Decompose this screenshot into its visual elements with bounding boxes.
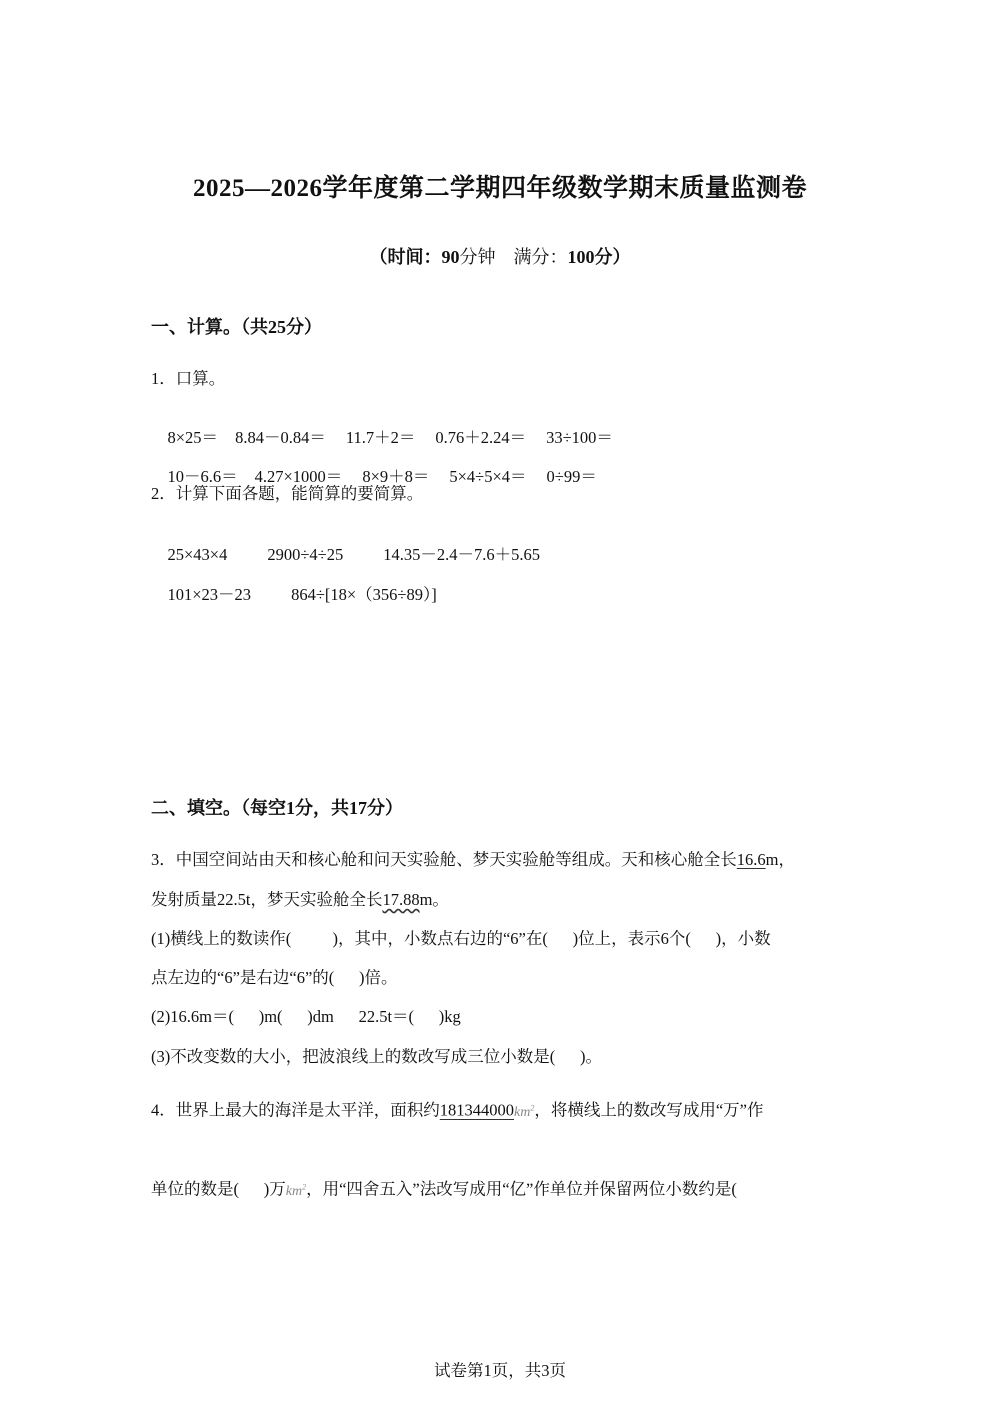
subtitle-open: （时间： (369, 247, 442, 267)
q4-line-1 (151, 1097, 763, 1124)
exam-title: 2025—2026学年度第二学期四年级数学期末质量监测卷 (192, 175, 807, 202)
q3-part-1-line-2: 点左边的“6”是右边“6”的( )倍。 (151, 968, 398, 987)
q1-item: 4.27×1000＝ (254, 467, 343, 486)
q3-text: 3．中国空间站由天和核心舱和问天实验舱、梦天实验舱等组成。天和核心舱全长 (151, 850, 737, 869)
q1-item: 8×9＋8＝ (362, 467, 430, 486)
q2-row-2 (151, 562, 437, 628)
q3-part-3: (3)不改变数的大小，把波浪线上的数改写成三位小数是( )。 (151, 1047, 602, 1066)
unit-km: km (285, 1183, 303, 1199)
q1-item: 5×4÷5×4＝ (449, 467, 527, 486)
unit-exponent: 2 (302, 1182, 307, 1191)
q1-item: 33÷100＝ (546, 428, 613, 447)
q1-item: 0÷99＝ (546, 467, 597, 486)
q1-item: 8×25＝ (167, 428, 219, 447)
section-2-heading: 二、填空。（每空1分，共17分） (151, 798, 403, 818)
q3-part-1-line-1: (1)横线上的数读作( )，其中，小数点右边的“6”在( )位上，表示6个( )，小数 (151, 929, 771, 948)
q1-label: 1．口算。 (151, 369, 226, 388)
section-1-heading: 一、计算。（共25分） (151, 317, 322, 337)
q3-text: 发射质量 (151, 890, 217, 909)
unit-km2 (514, 1105, 534, 1120)
q4-text: 4．世界上最大的海洋是太平洋，面积约 (151, 1100, 440, 1120)
q1-item: 10－6.6＝ (167, 467, 238, 486)
q2-item: 101×23－23 (167, 585, 252, 604)
unit-exponent: 2 (530, 1103, 535, 1112)
time-unit: 分钟 (459, 247, 496, 267)
exam-subtitle (0, 243, 1000, 269)
score-value: 100 (567, 247, 595, 267)
q2-label: 2．计算下面各题，能简算的要简算。 (151, 484, 424, 503)
q3-text: ，梦天实验舱全长 (250, 890, 383, 909)
q2-item: 14.35－2.4－7.6＋5.65 (383, 545, 540, 564)
q2-item: 864÷[18×（356÷89）] (291, 585, 437, 604)
q1-item: 0.76＋2.24＝ (435, 428, 527, 447)
score-sep: 满分： (513, 247, 568, 267)
q2-item: 2900÷4÷25 (267, 545, 344, 564)
q3-line-1 (151, 849, 795, 871)
mass-value: 22.5t (217, 890, 251, 909)
q3-part-2: (2)16.6m＝( )m( )dm 22.5t＝( )kg (151, 1007, 461, 1026)
q4-line-2 (151, 1176, 737, 1203)
q3-text: m。 (419, 890, 449, 909)
score-unit: 分） (594, 247, 631, 267)
q4-text: ，用“四舍五入”法改写成用“亿”作单位并保留两位小数约是( (306, 1179, 737, 1199)
q1-item: 8.84－0.84＝ (235, 428, 326, 447)
q3-text: m， (765, 850, 795, 869)
q4-text: 单位的数是( )万 (151, 1179, 286, 1199)
unit-km2 (286, 1184, 306, 1199)
unit-km: km (514, 1104, 531, 1120)
q1-item: 11.7＋2＝ (345, 428, 416, 447)
page-footer: 试卷第1页，共3页 (434, 1361, 566, 1380)
q4-text: ，将横线上的数改写成用“万”作 (534, 1100, 764, 1120)
time-value: 90 (441, 247, 460, 267)
wavy-underlined-number: 17.88 (382, 890, 420, 909)
underlined-number: 181344000 (439, 1100, 514, 1120)
q3-line-2 (151, 889, 449, 911)
q2-item: 25×43×4 (167, 545, 228, 564)
underlined-number: 16.6 (736, 850, 766, 869)
